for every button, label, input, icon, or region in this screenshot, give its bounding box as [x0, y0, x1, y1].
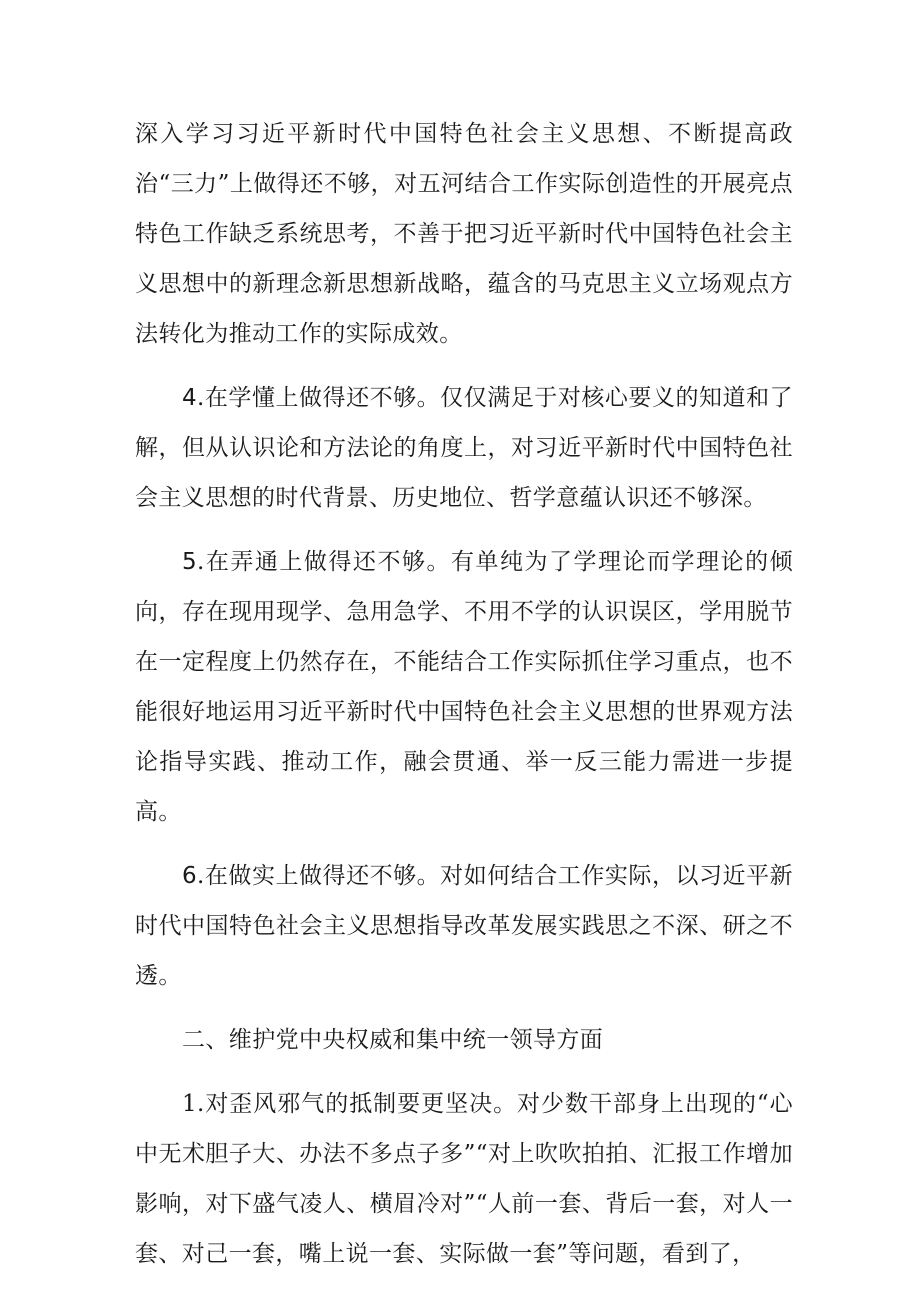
- paragraph-text: .在做实上做得还不够。对如何结合工作实际，以习近平新时代中国特色社会主义思想指导改革发展实践思之不深、研之不透。: [135, 863, 793, 989]
- paragraph-item-1: 1.对歪风邪气的抵制要更坚决。对少数干部身上出现的“心中无术胆子大、办法不多点子多”“对上吹吹拍拍、汇报工作增加影响，对下盛气凌人、横眉冷对”“人前一套、背后一套，对人一套、对己一套，嘴上说一套、实际做一套”等问题，看到了，: [135, 1091, 793, 1267]
- item-number: 6: [182, 863, 198, 889]
- paragraph-item-5: [135, 537, 793, 837]
- document-body: [135, 109, 793, 1279]
- item-number: 5: [182, 549, 198, 575]
- section-heading: 二、维护党中央权威和集中统一领导方面: [182, 1027, 604, 1053]
- item-number: 4: [182, 385, 198, 411]
- paragraph-text: .在学懂上做得还不够。仅仅满足于对核心要义的知道和了解，但从认识论和方法论的角度上，对习近平新时代中国特色社会主义思想的时代背景、历史地位、哲学意蕴认识还不够深。: [135, 385, 793, 511]
- paragraph-text: .在弄通上做得还不够。有单纯为了学理论而学理论的倾向，存在现用现学、急用急学、不用不学的认识误区，学用脱节在一定程度上仍然存在，不能结合工作实际抓住学习重点，也不能很好地运用习近平新时代中国特色社会主义思想的世界观方法论指导实践、推动工作，融会贯通、举一反三能力需进一步提高。: [135, 549, 793, 825]
- paragraph-item-6: [135, 851, 793, 1001]
- paragraph-item-4: [135, 373, 793, 523]
- paragraph-continuation: 深入学习习近平新时代中国特色社会主义思想、不断提高政治“三力”上做得还不够，对五河结合工作实际创造性的开展亮点特色工作缺乏系统思考，不善于把习近平新时代中国特色社会主义思想中的新理念新思想新战略，蕴含的马克思主义立场观点方法转化为推动工作的实际成效。: [135, 121, 793, 347]
